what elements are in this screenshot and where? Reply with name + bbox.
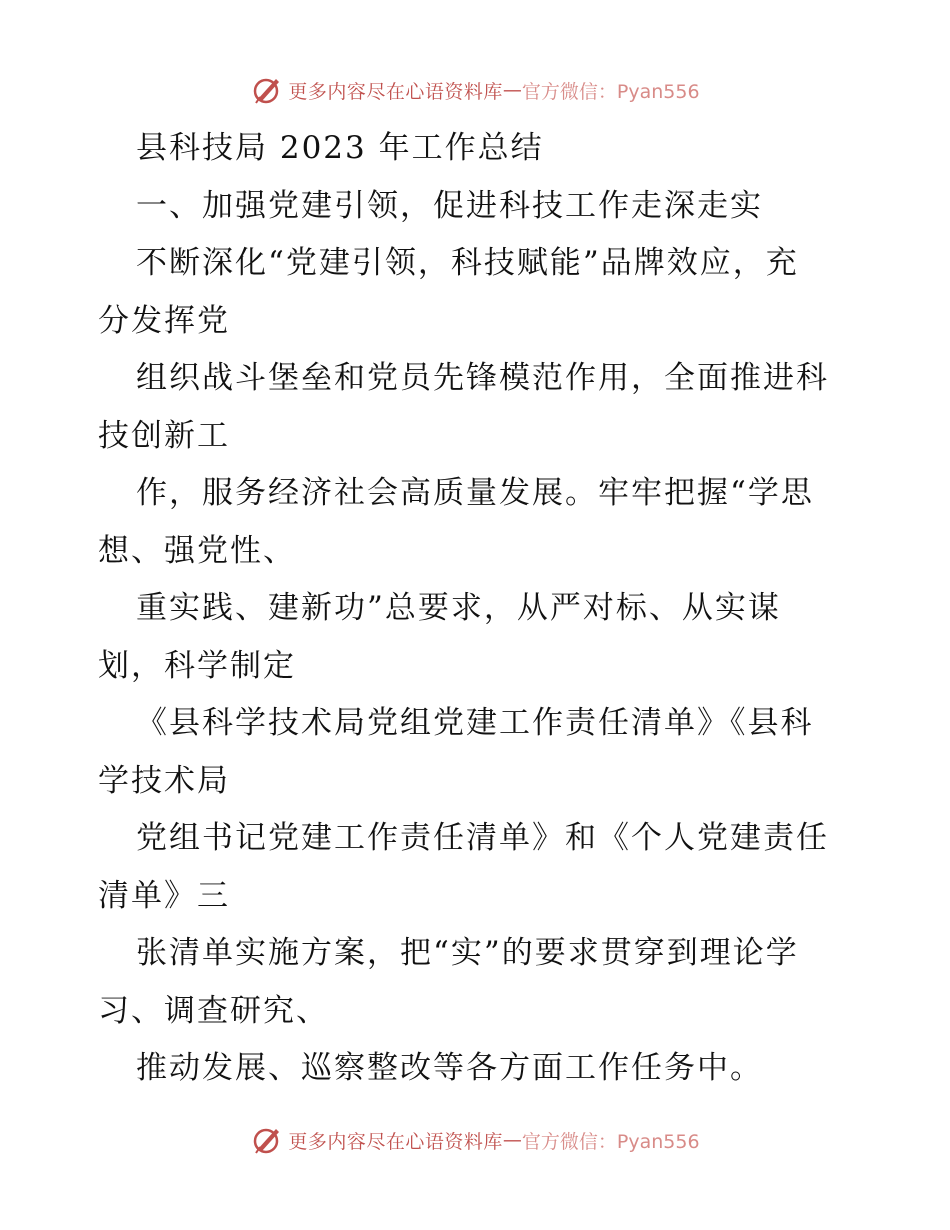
- text-line: 不断深化“党建引领，科技赋能”品牌效应，充: [136, 245, 799, 281]
- text-line: 分发挥党: [98, 302, 230, 339]
- watermark-contact: 官方微信：Pyan556: [521, 1130, 700, 1153]
- text-line: 党组书记党建工作责任清单》和《个人党建责任: [136, 820, 829, 856]
- text-line: 习、调查研究、: [98, 992, 329, 1029]
- text-line: 一、加强党建引领，促进科技工作走深走实: [136, 187, 763, 224]
- document-body: [98, 120, 858, 1098]
- text-line: 推动发展、巡察整改等各方面工作任务中。: [136, 1050, 763, 1086]
- text-line: 划，科学制定: [98, 647, 296, 684]
- quill-logo-icon: [250, 73, 284, 107]
- text-line: 重实践、建新功”总要求，从严对标、从实谋: [136, 590, 781, 626]
- text-line: 张清单实施方案，把“实”的要求贯穿到理论学: [136, 935, 799, 971]
- text-line: 县科技局 2023 年工作总结: [136, 130, 544, 166]
- text-line: 想、强党性、: [98, 532, 296, 569]
- text-line: 技创新工: [98, 417, 230, 454]
- header-watermark: [0, 70, 950, 110]
- text-line: 作，服务经济社会高质量发展。牢牢把握“学思: [136, 475, 814, 511]
- text-line: 组织战斗堡垒和党员先锋模范作用，全面推进科: [136, 360, 829, 396]
- watermark-separator: —: [502, 79, 522, 101]
- text-line: 清单》三: [98, 877, 230, 914]
- quill-logo-icon: [250, 1123, 284, 1157]
- watermark-separator: —: [502, 1129, 522, 1151]
- watermark-contact: 官方微信：Pyan556: [521, 80, 700, 103]
- footer-watermark: [0, 1120, 950, 1160]
- watermark-brand: 更多内容尽在心语资料库: [288, 1130, 503, 1153]
- text-line: 学技术局: [98, 762, 230, 799]
- text-line: 《县科学技术局党组党建工作责任清单》《县科: [136, 705, 814, 741]
- watermark-brand: 更多内容尽在心语资料库: [288, 80, 503, 103]
